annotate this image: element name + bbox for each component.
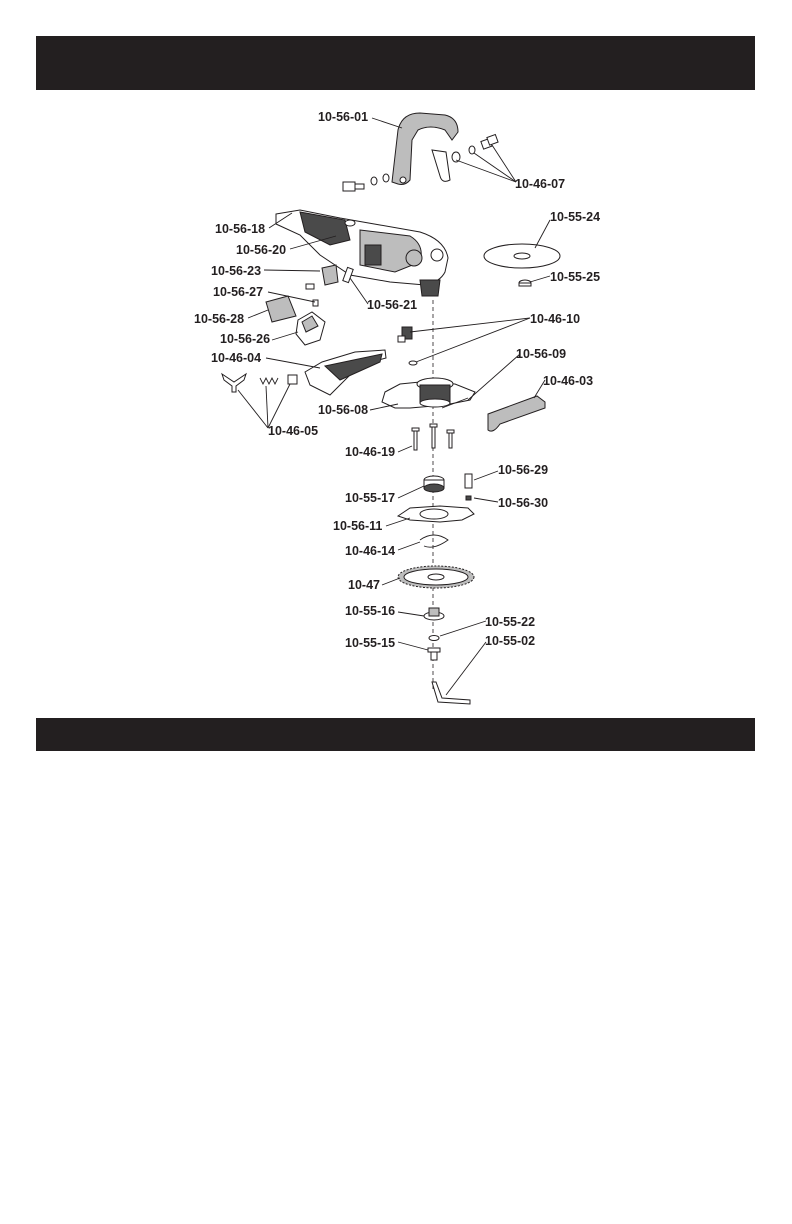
label-10-46-14: 10-46-14 (345, 544, 396, 558)
switch-plate (322, 265, 338, 285)
washer-1055-22 (429, 636, 439, 641)
label-10-56-09: 10-46-04 (211, 351, 262, 365)
label-10-56-28: 10-56-28 (194, 312, 245, 326)
lower-housing (382, 378, 475, 408)
wing-bolt-set (222, 374, 297, 392)
label-10-55-16: 10-55-16 (345, 604, 396, 618)
label-10-56-30: 10-56-30 (498, 496, 549, 510)
label-10-56-21: 10-56-21 (367, 298, 418, 312)
label-10-55-17: 10-55-17 (345, 491, 396, 505)
label-10-46-19: 10-46-19 (345, 445, 396, 459)
guard-frame (305, 350, 386, 395)
label-10-56-01: 10-56-01 (318, 110, 369, 124)
dust-cover (296, 312, 325, 345)
label-10-56-26: 10-56-26 (220, 332, 271, 346)
disc-nut-1055-25 (519, 280, 531, 286)
label-10-55-15: 10-55-15 (345, 636, 396, 650)
small-screw-1056-27 (306, 284, 318, 306)
label-10-46-10: 10-46-10 (530, 312, 581, 326)
part-labels (194, 110, 600, 650)
plate-blade (488, 396, 545, 431)
label-10-56-18: 10-56-18 (215, 222, 266, 236)
label-10-55-02: 10-55-02 (485, 634, 536, 648)
label-10-55-25: 10-55-25 (550, 270, 601, 284)
base-plate (398, 506, 474, 522)
label-10-56-29: 10-56-29 (498, 463, 549, 477)
brush-cover (266, 296, 296, 322)
label-10-56-23: 10-56-23 (211, 264, 262, 278)
hex-key (432, 682, 470, 704)
label-10-56-11: 10-56-11 (333, 519, 383, 533)
label-10-46-03: 10-46-03 (543, 374, 594, 388)
label-10-47: 10-47 (348, 578, 380, 592)
handle-bolt-left (343, 174, 389, 191)
label-10-46-04: 10-56-09 (516, 347, 567, 361)
handle-bolt-right (452, 135, 498, 162)
label-10-46-05: 10-46-05 (268, 424, 319, 438)
grinder-body (276, 210, 448, 296)
label-10-55-24: 10-55-24 (550, 210, 601, 224)
label-10-56-08: 10-56-08 (318, 403, 369, 417)
side-handle (392, 113, 458, 185)
housing-screws (412, 424, 454, 450)
retaining-ring (420, 535, 448, 547)
label-10-46-07: 10-46-07 (515, 177, 566, 191)
pin-1056-29 (465, 474, 472, 488)
screw-1055-15 (428, 648, 440, 660)
spring-1056-30 (466, 496, 471, 500)
label-10-55-22: 10-55-22 (485, 615, 536, 629)
bearing (424, 476, 444, 492)
lock-lever (398, 327, 417, 365)
label-10-56-27: 10-56-27 (213, 285, 264, 299)
label-10-56-20: 10-56-20 (236, 243, 287, 257)
saw-blade (398, 566, 474, 588)
grinding-disc (484, 244, 560, 268)
flange (424, 608, 444, 620)
